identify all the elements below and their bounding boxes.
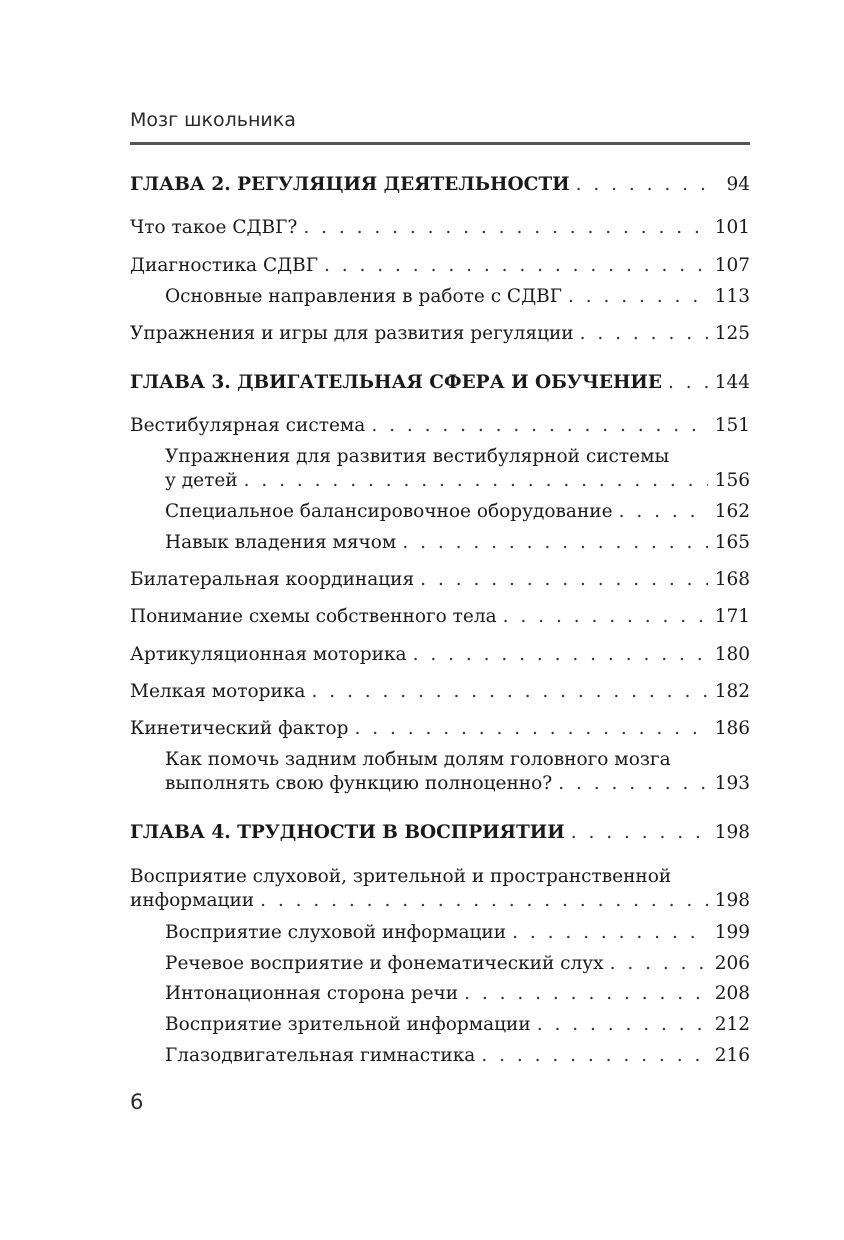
toc-entry[interactable] — [130, 681, 750, 705]
toc-entry[interactable] — [130, 569, 750, 593]
leader-dots — [371, 415, 708, 436]
leader-dots — [512, 922, 708, 943]
toc-page-number: 208 — [714, 983, 750, 1004]
toc-entry-title: Мелкая моторика — [130, 681, 306, 702]
toc-entry-title: ГЛАВА 2. РЕГУЛЯЦИЯ ДЕЯТЕЛЬНОСТИ — [130, 174, 570, 195]
toc-entry-title: Понимание схемы собственного тела — [130, 606, 497, 627]
toc-page-number: 94 — [726, 174, 750, 195]
toc-page-number: 151 — [714, 415, 750, 436]
toc-entry[interactable] — [130, 255, 750, 279]
toc-entry-title: Диагностика СДВГ — [130, 255, 318, 276]
leader-dots — [537, 1014, 708, 1035]
toc-page-number: 212 — [714, 1014, 750, 1035]
toc-entry-title: Навык владения мячом — [165, 532, 397, 553]
toc-entry[interactable] — [130, 890, 750, 914]
toc-entry-title: Артикуляционная моторика — [130, 644, 407, 665]
leader-dots — [244, 470, 708, 491]
toc-entry-title: Интонационная сторона речи — [165, 983, 459, 1004]
toc-entry[interactable] — [130, 606, 750, 630]
toc-entry-title: Речевое восприятие и фонематический слух — [165, 953, 604, 974]
toc-entry-title: ГЛАВА 4. ТРУДНОСТИ В ВОСПРИЯТИИ — [130, 822, 565, 843]
toc-chapter-4[interactable] — [130, 822, 750, 846]
running-title: Мозг школьника — [130, 109, 296, 131]
toc-page-number: 216 — [714, 1045, 750, 1066]
leader-dots — [503, 606, 708, 627]
toc-subentry-line1[interactable] — [165, 749, 750, 773]
toc-subentry[interactable] — [165, 1045, 750, 1069]
leader-dots — [576, 174, 708, 195]
toc-subentry[interactable] — [165, 1014, 750, 1038]
toc-page-number: 198 — [714, 822, 750, 843]
toc-page-number: 193 — [714, 773, 750, 794]
leader-dots — [303, 217, 708, 238]
toc-page-number: 206 — [714, 953, 750, 974]
toc-entry-title: Упражнения и игры для развития регуляции — [130, 323, 574, 344]
toc-entry-title-continued: информации — [130, 890, 255, 911]
toc-entry-title: Как помочь задним лобным долям головного мозга — [165, 749, 671, 770]
toc-entry-title: Билатеральная координация — [130, 569, 415, 590]
toc-page-number: 113 — [714, 286, 750, 307]
leader-dots — [413, 644, 708, 665]
toc-subentry[interactable] — [165, 983, 750, 1007]
toc-entry-title: Кинетический фактор — [130, 718, 349, 739]
toc-page-number: 168 — [714, 569, 750, 590]
toc-subentry[interactable] — [165, 922, 750, 946]
leader-dots — [402, 532, 708, 553]
leader-dots — [568, 286, 708, 307]
toc-subentry[interactable] — [165, 773, 750, 797]
toc-chapter-2[interactable] — [130, 174, 750, 198]
toc-entry-title: ГЛАВА 3. ДВИГАТЕЛЬНАЯ СФЕРА И ОБУЧЕНИЕ — [130, 372, 663, 393]
toc-page-number: 171 — [714, 606, 750, 627]
toc-subentry[interactable] — [165, 286, 750, 310]
toc-page-number: 144 — [714, 372, 750, 393]
toc-entry-title-continued: выполнять свою функцию полноценно? — [165, 773, 553, 794]
leader-dots — [311, 681, 708, 702]
toc-page-number: 107 — [714, 255, 750, 276]
leader-dots — [571, 822, 708, 843]
toc-entry-title-continued: у детей — [165, 470, 238, 491]
toc-subentry[interactable] — [165, 470, 750, 494]
leader-dots — [668, 372, 708, 393]
toc-entry[interactable] — [130, 644, 750, 668]
toc-subentry[interactable] — [165, 953, 750, 977]
page-number: 6 — [130, 1090, 144, 1114]
toc-chapter-3[interactable] — [130, 372, 750, 396]
toc-subentry-line1[interactable] — [165, 446, 750, 470]
leader-dots — [580, 323, 708, 344]
leader-dots — [354, 718, 708, 739]
leader-dots — [260, 890, 708, 911]
toc-entry-title: Вестибулярная система — [130, 415, 366, 436]
toc-page-number: 162 — [714, 501, 750, 522]
toc-entry[interactable] — [130, 217, 750, 241]
leader-dots — [481, 1045, 708, 1066]
toc-page-number: 180 — [714, 644, 750, 665]
toc-page-number: 101 — [714, 217, 750, 238]
leader-dots — [324, 255, 708, 276]
toc-entry[interactable] — [130, 323, 750, 347]
toc-entry[interactable] — [130, 718, 750, 742]
leader-dots — [610, 953, 708, 974]
toc-entry-line1[interactable] — [130, 866, 750, 890]
toc-entry-title: Глазодвигательная гимнастика — [165, 1045, 476, 1066]
toc-page-number: 182 — [714, 681, 750, 702]
toc-entry-title: Основные направления в работе с СДВГ — [165, 286, 562, 307]
leader-dots — [464, 983, 708, 1004]
toc-page-number: 156 — [714, 470, 750, 491]
toc-subentry[interactable] — [165, 532, 750, 556]
toc-page-number: 125 — [714, 323, 750, 344]
toc-entry-title: Упражнения для развития вестибулярной системы — [165, 446, 670, 467]
toc-entry-title: Специальное балансировочное оборудование — [165, 501, 613, 522]
toc-entry-title: Восприятие слуховой информации — [165, 922, 507, 943]
leader-dots — [619, 501, 708, 522]
toc-entry-title: Что такое СДВГ? — [130, 217, 298, 238]
toc-page-number: 198 — [714, 890, 750, 911]
toc-entry[interactable] — [130, 415, 750, 439]
toc-entry-title: Восприятие зрительной информации — [165, 1014, 531, 1035]
toc-page-number: 165 — [714, 532, 750, 553]
toc-subentry[interactable] — [165, 501, 750, 525]
toc-page-number: 186 — [714, 718, 750, 739]
leader-dots — [558, 773, 708, 794]
toc-page-number: 199 — [714, 922, 750, 943]
leader-dots — [420, 569, 708, 590]
toc-entry-title: Восприятие слуховой, зрительной и пространственной — [130, 866, 672, 887]
